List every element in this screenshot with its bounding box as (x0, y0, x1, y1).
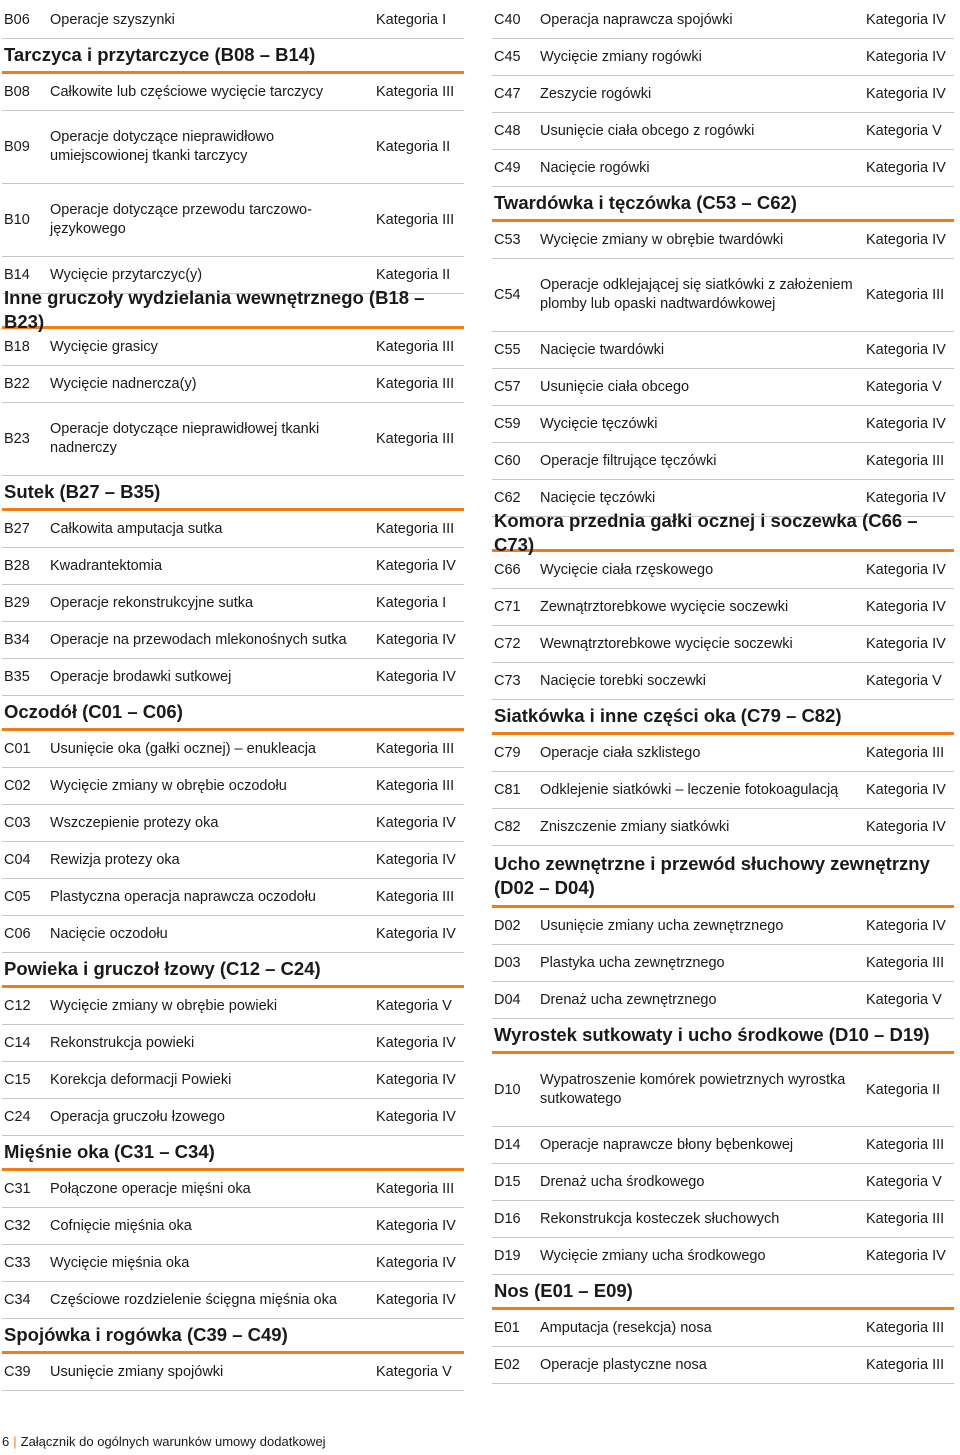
procedure-category: Kategoria IV (866, 561, 946, 578)
procedure-row (492, 945, 954, 982)
procedure-row (2, 1099, 464, 1136)
procedure-code: D03 (494, 954, 521, 971)
procedure-row (492, 1127, 954, 1164)
procedure-category: Kategoria IV (866, 85, 946, 102)
page-footer (2, 1434, 326, 1449)
procedure-category: Kategoria IV (866, 598, 946, 615)
procedure-name: Nacięcie rogówki (540, 159, 650, 176)
procedure-name: Częściowe rozdzielenie ścięgna mięśnia oka (50, 1291, 337, 1308)
procedure-name: Wycięcie zmiany w obrębie oczodołu (50, 777, 287, 794)
procedure-row (492, 443, 954, 480)
procedure-name: Wycięcie tęczówki (540, 415, 658, 432)
procedure-code: C72 (494, 635, 521, 652)
procedure-name: Wycięcie zmiany ucha środkowego (540, 1247, 766, 1264)
section-heading: Mięśnie oka (C31 – C34) (2, 1136, 464, 1171)
section-heading: Twardówka i tęczówka (C53 – C62) (492, 187, 954, 222)
procedure-row (492, 1201, 954, 1238)
procedure-code: C55 (494, 341, 521, 358)
procedure-code: C24 (4, 1108, 31, 1125)
section-heading: Oczodół (C01 – C06) (2, 696, 464, 731)
procedure-name: Plastyczna operacja naprawcza oczodołu (50, 888, 316, 905)
procedure-category: Kategoria IV (376, 1254, 456, 1271)
procedure-name: Wycięcie zmiany rogówki (540, 48, 702, 65)
procedure-name: Operacje rekonstrukcyjne sutka (50, 594, 254, 611)
procedure-category: Kategoria V (866, 378, 942, 395)
section-heading: Spojówka i rogówka (C39 – C49) (2, 1319, 464, 1354)
procedure-row (2, 511, 464, 548)
procedure-code: C60 (494, 452, 521, 469)
section-heading: Ucho zewnętrzne i przewód słuchowy zewnętrzny (D02 – D04) (492, 846, 954, 908)
procedure-category: Kategoria I (376, 11, 447, 28)
procedure-code: C48 (494, 122, 521, 139)
procedure-row (492, 1054, 954, 1127)
procedure-code: B14 (4, 266, 30, 283)
procedure-name: Wycięcie przytarczyc(y) (50, 266, 203, 283)
procedure-name: Usunięcie zmiany ucha zewnętrznego (540, 917, 784, 934)
procedure-code: C03 (4, 814, 31, 831)
procedure-row (492, 735, 954, 772)
procedure-code: D15 (494, 1173, 521, 1190)
procedure-row (492, 982, 954, 1019)
procedure-category: Kategoria V (866, 672, 942, 689)
procedure-row (2, 916, 464, 953)
procedure-row (2, 659, 464, 696)
procedure-name: Usunięcie zmiany spojówki (50, 1363, 224, 1380)
procedure-category: Kategoria IV (376, 814, 456, 831)
procedure-row (2, 548, 464, 585)
procedure-row (2, 1025, 464, 1062)
procedure-name: Usunięcie oka (gałki ocznej) – enukleacja (50, 740, 316, 757)
procedure-code: C54 (494, 286, 521, 303)
procedure-row (492, 626, 954, 663)
procedure-category: Kategoria V (866, 122, 942, 139)
procedure-name: Rekonstrukcja kosteczek słuchowych (540, 1210, 780, 1227)
section-heading: Komora przednia gałki ocznej i soczewka (C66 – C73) (492, 517, 954, 552)
procedure-category: Kategoria IV (376, 1291, 456, 1308)
procedure-code: C57 (494, 378, 521, 395)
procedure-code: D19 (494, 1247, 521, 1264)
procedure-name: Operacje plastyczne nosa (540, 1356, 707, 1373)
procedure-code: C06 (4, 925, 31, 942)
procedure-category: Kategoria IV (866, 489, 946, 506)
procedure-row (2, 74, 464, 111)
procedure-row (492, 1238, 954, 1275)
procedure-code: B28 (4, 557, 30, 574)
procedure-row (2, 1282, 464, 1319)
procedure-code: C81 (494, 781, 521, 798)
procedure-code: C32 (4, 1217, 31, 1234)
procedure-category: Kategoria V (866, 991, 942, 1008)
procedure-code: C40 (494, 11, 521, 28)
procedure-category: Kategoria II (376, 266, 451, 283)
procedure-name: Całkowite lub częściowe wycięcie tarczycy (50, 83, 324, 100)
procedure-row (492, 150, 954, 187)
procedure-name: Operacje brodawki sutkowej (50, 668, 232, 685)
right-column (492, 2, 954, 1384)
procedure-code: C73 (494, 672, 521, 689)
procedure-category: Kategoria III (376, 740, 455, 757)
procedure-row (2, 366, 464, 403)
procedure-name: Operacje odklejającej się siatkówki z założeniem plomby lub opaski nadtwardówkowej (540, 277, 853, 312)
procedure-name: Rekonstrukcja powieki (50, 1034, 195, 1051)
procedure-row (2, 1354, 464, 1391)
procedure-name: Drenaż ucha zewnętrznego (540, 991, 717, 1008)
procedure-category: Kategoria III (376, 211, 455, 228)
procedure-name: Operacje dotyczące nieprawidłowej tkanki nadnerczy (50, 421, 320, 456)
procedure-code: C31 (4, 1180, 31, 1197)
procedure-name: Zniszczenie zmiany siatkówki (540, 818, 730, 835)
procedure-name: Nacięcie twardówki (540, 341, 665, 358)
footer-separator: | (13, 1434, 17, 1449)
section-heading: Nos (E01 – E09) (492, 1275, 954, 1310)
procedure-name: Nacięcie tęczówki (540, 489, 656, 506)
procedure-row (492, 369, 954, 406)
procedure-row (2, 1171, 464, 1208)
procedure-name: Amputacja (resekcja) nosa (540, 1319, 712, 1336)
procedure-code: D14 (494, 1136, 521, 1153)
procedure-category: Kategoria IV (866, 1247, 946, 1264)
procedure-category: Kategoria III (866, 1136, 945, 1153)
procedure-category: Kategoria IV (376, 668, 456, 685)
procedure-code: B08 (4, 83, 30, 100)
procedure-category: Kategoria IV (866, 11, 946, 28)
section-heading: Inne gruczoły wydzielania wewnętrznego (B18 – B23) (2, 294, 464, 329)
section-heading: Tarczyca i przytarczyce (B08 – B14) (2, 39, 464, 74)
procedure-category: Kategoria IV (866, 231, 946, 248)
procedure-name: Plastyka ucha zewnętrznego (540, 954, 725, 971)
page-number: 6 (2, 1434, 10, 1449)
procedure-name: Operacje dotyczące przewodu tarczowo-językowego (50, 202, 312, 237)
procedure-code: C12 (4, 997, 31, 1014)
procedure-row (492, 908, 954, 945)
procedure-category: Kategoria IV (866, 635, 946, 652)
procedure-code: C82 (494, 818, 521, 835)
procedure-name: Całkowita amputacja sutka (50, 520, 223, 537)
procedure-code: E02 (494, 1356, 520, 1373)
procedure-code: C34 (4, 1291, 31, 1308)
procedure-code: B29 (4, 594, 30, 611)
procedure-name: Wycięcie grasicy (50, 338, 158, 355)
procedure-row (492, 663, 954, 700)
procedure-name: Korekcja deformacji Powieki (50, 1071, 232, 1088)
procedure-category: Kategoria IV (376, 851, 456, 868)
procedure-name: Operacja gruczołu łzowego (50, 1108, 225, 1125)
left-column (2, 2, 464, 1391)
procedure-name: Operacje na przewodach mlekonośnych sutka (50, 631, 347, 648)
procedure-row (2, 585, 464, 622)
procedure-category: Kategoria III (376, 520, 455, 537)
section-heading: Siatkówka i inne części oka (C79 – C82) (492, 700, 954, 735)
procedure-row (492, 552, 954, 589)
procedure-category: Kategoria IV (376, 631, 456, 648)
procedure-name: Kwadrantektomia (50, 557, 163, 574)
procedure-category: Kategoria III (376, 888, 455, 905)
procedure-code: C33 (4, 1254, 31, 1271)
procedure-category: Kategoria III (866, 954, 945, 971)
procedure-category: Kategoria II (376, 138, 451, 155)
procedure-row (2, 111, 464, 184)
procedure-code: B34 (4, 631, 30, 648)
procedure-row (492, 1310, 954, 1347)
procedure-row (492, 809, 954, 846)
procedure-category: Kategoria III (866, 744, 945, 761)
procedure-row (492, 76, 954, 113)
procedure-category: Kategoria IV (376, 925, 456, 942)
procedure-name: Operacje szyszynki (50, 11, 175, 28)
procedure-code: B23 (4, 430, 30, 447)
procedure-row (492, 259, 954, 332)
procedure-row (2, 805, 464, 842)
procedure-name: Operacja naprawcza spojówki (540, 11, 733, 28)
procedure-code: B27 (4, 520, 30, 537)
procedure-row (2, 1062, 464, 1099)
procedure-name: Usunięcie ciała obcego (540, 378, 690, 395)
procedure-code: C79 (494, 744, 521, 761)
procedure-code: D10 (494, 1081, 521, 1098)
procedure-name: Operacje ciała szklistego (540, 744, 701, 761)
procedure-category: Kategoria III (376, 375, 455, 392)
procedure-code: C47 (494, 85, 521, 102)
section-heading: Powieka i gruczoł łzowy (C12 – C24) (2, 953, 464, 988)
procedure-row (2, 731, 464, 768)
procedure-row (2, 622, 464, 659)
procedure-row (492, 1347, 954, 1384)
procedure-code: C62 (494, 489, 521, 506)
procedure-code: C15 (4, 1071, 31, 1088)
procedure-category: Kategoria III (376, 430, 455, 447)
procedure-row (2, 403, 464, 476)
procedure-name: Cofnięcie mięśnia oka (50, 1217, 192, 1234)
procedure-category: Kategoria IV (866, 917, 946, 934)
procedure-code: B18 (4, 338, 30, 355)
procedure-name: Wypatroszenie komórek powietrznych wyrostka sutkowatego (540, 1072, 846, 1107)
procedure-code: B06 (4, 11, 30, 28)
procedure-row (492, 332, 954, 369)
procedure-row (492, 39, 954, 76)
procedure-name: Operacje filtrujące tęczówki (540, 452, 717, 469)
procedure-code: C05 (4, 888, 31, 905)
procedure-name: Wycięcie ciała rzęskowego (540, 561, 714, 578)
procedure-category: Kategoria IV (866, 415, 946, 432)
procedure-row (2, 879, 464, 916)
procedure-row (2, 329, 464, 366)
procedure-name: Wszczepienie protezy oka (50, 814, 219, 831)
procedure-row (492, 2, 954, 39)
procedure-name: Drenaż ucha środkowego (540, 1173, 705, 1190)
procedure-category: Kategoria V (866, 1173, 942, 1190)
section-heading: Sutek (B27 – B35) (2, 476, 464, 511)
procedure-category: Kategoria III (866, 1356, 945, 1373)
procedure-category: Kategoria III (866, 1210, 945, 1227)
procedure-row (2, 184, 464, 257)
procedure-code: C53 (494, 231, 521, 248)
procedure-category: Kategoria IV (866, 781, 946, 798)
procedure-row (492, 406, 954, 443)
procedure-category: Kategoria IV (376, 557, 456, 574)
procedure-name: Operacje dotyczące nieprawidłowo umiejscowionej tkanki tarczycy (50, 129, 275, 164)
procedure-code: C59 (494, 415, 521, 432)
procedure-name: Wycięcie nadnercza(y) (50, 375, 197, 392)
procedure-category: Kategoria III (376, 1180, 455, 1197)
procedure-row (492, 222, 954, 259)
procedure-name: Nacięcie oczodołu (50, 925, 168, 942)
procedure-code: C14 (4, 1034, 31, 1051)
procedure-code: C01 (4, 740, 31, 757)
procedure-category: Kategoria IV (376, 1034, 456, 1051)
procedure-category: Kategoria IV (866, 818, 946, 835)
procedure-row (2, 768, 464, 805)
procedure-row (492, 772, 954, 809)
procedure-category: Kategoria V (376, 1363, 452, 1380)
procedure-row (492, 113, 954, 150)
procedure-name: Wycięcie mięśnia oka (50, 1254, 190, 1271)
procedure-code: B35 (4, 668, 30, 685)
procedure-code: C66 (494, 561, 521, 578)
procedure-code: D16 (494, 1210, 521, 1227)
procedure-code: D04 (494, 991, 521, 1008)
procedure-name: Operacje naprawcze błony bębenkowej (540, 1136, 794, 1153)
procedure-code: C04 (4, 851, 31, 868)
procedure-code: C39 (4, 1363, 31, 1380)
procedure-code: E01 (494, 1319, 520, 1336)
procedure-name: Wycięcie zmiany w obrębie twardówki (540, 231, 784, 248)
procedure-code: B10 (4, 211, 30, 228)
procedure-category: Kategoria III (376, 777, 455, 794)
procedure-name: Połączone operacje mięśni oka (50, 1180, 251, 1197)
section-heading: Wyrostek sutkowaty i ucho środkowe (D10 – D19) (492, 1019, 954, 1054)
procedure-row (2, 842, 464, 879)
procedure-name: Wewnątrztorebkowe wycięcie soczewki (540, 635, 793, 652)
procedure-category: Kategoria IV (866, 159, 946, 176)
procedure-category: Kategoria III (866, 1319, 945, 1336)
procedure-category: Kategoria V (376, 997, 452, 1014)
procedure-category: Kategoria IV (376, 1071, 456, 1088)
footer-text: Załącznik do ogólnych warunków umowy dodatkowej (20, 1434, 326, 1449)
procedure-category: Kategoria IV (866, 48, 946, 65)
procedure-name: Rewizja protezy oka (50, 851, 180, 868)
procedure-category: Kategoria III (866, 452, 945, 469)
procedure-name: Wycięcie zmiany w obrębie powieki (50, 997, 278, 1014)
procedure-category: Kategoria IV (376, 1108, 456, 1125)
procedure-row (2, 1208, 464, 1245)
procedure-category: Kategoria III (376, 338, 455, 355)
procedure-name: Nacięcie torebki soczewki (540, 672, 707, 689)
procedure-code: B09 (4, 138, 30, 155)
procedure-name: Zeszycie rogówki (540, 85, 652, 102)
procedure-category: Kategoria IV (376, 1217, 456, 1234)
procedure-row (492, 589, 954, 626)
procedure-category: Kategoria IV (866, 341, 946, 358)
procedure-name: Usunięcie ciała obcego z rogówki (540, 122, 755, 139)
procedure-code: B22 (4, 375, 30, 392)
procedure-code: C45 (494, 48, 521, 65)
procedure-category: Kategoria II (866, 1081, 941, 1098)
procedure-category: Kategoria III (866, 286, 945, 303)
procedure-row (492, 1164, 954, 1201)
procedure-name: Odklejenie siatkówki – leczenie fotokoagulacją (540, 781, 839, 798)
procedure-row (2, 1245, 464, 1282)
procedure-code: C02 (4, 777, 31, 794)
procedure-code: C71 (494, 598, 521, 615)
procedure-category: Kategoria III (376, 83, 455, 100)
procedure-row (2, 2, 464, 39)
procedure-category: Kategoria I (376, 594, 447, 611)
procedure-row (2, 988, 464, 1025)
procedure-code: C49 (494, 159, 521, 176)
procedure-name: Zewnątrztorebkowe wycięcie soczewki (540, 598, 789, 615)
procedure-code: D02 (494, 917, 521, 934)
